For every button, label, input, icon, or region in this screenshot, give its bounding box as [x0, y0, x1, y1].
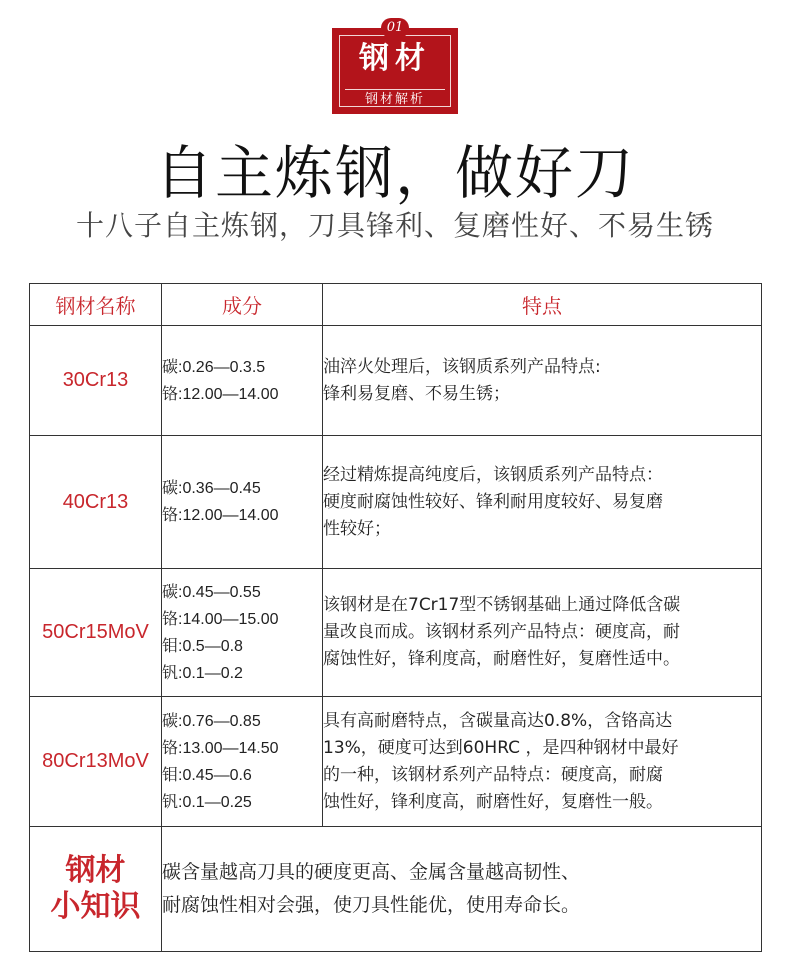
knowledge-title-line: 小知识: [50, 889, 141, 924]
steel-features: [323, 436, 762, 569]
steel-composition: [162, 326, 323, 436]
table-row: [30, 697, 762, 827]
knowledge-row: [30, 827, 762, 952]
composition-line: 铬:13.00—14.50: [162, 739, 279, 757]
composition-line: 钼:0.45—0.6: [162, 766, 252, 784]
page-headline: 自主炼钢，做好刀: [154, 139, 635, 207]
steel-name: 30Cr13: [30, 326, 162, 436]
table-row: [30, 569, 762, 697]
steel-features: [323, 326, 762, 436]
composition-line: 碳:0.76—0.85: [162, 712, 261, 730]
feature-line: 经过精炼提高纯度后，该钢质系列产品特点：: [323, 464, 663, 485]
steel-table: [29, 283, 762, 952]
header-features: 特点: [323, 284, 762, 326]
feature-line: 量改良而成。该钢材系列产品特点：硬度高，耐: [323, 622, 680, 642]
composition-line: 铬:12.00—14.00: [162, 385, 279, 403]
table-row: [30, 326, 762, 436]
feature-line: 性较好；: [323, 518, 391, 539]
feature-line: 腐蚀性好，锋利度高，耐磨性好，复磨性适中。: [323, 649, 680, 669]
composition-line: 钼:0.5—0.8: [162, 637, 243, 655]
feature-line: 该钢材是在7Cr17型不锈钢基础上通过降低含碳: [323, 595, 681, 615]
feature-line: 油淬火处理后，该钢质系列产品特点:: [323, 356, 601, 377]
page-subline: 十八子自主炼钢，刀具锋利、复磨性好、不易生锈: [75, 209, 714, 242]
knowledge-title-line: 钢材: [65, 853, 126, 888]
steel-composition: [162, 697, 323, 827]
composition-line: 钒:0.1—0.2: [162, 664, 243, 682]
knowledge-title: [30, 827, 162, 952]
header-composition: 成分: [162, 284, 323, 326]
steel-name: 80Cr13MoV: [30, 697, 162, 827]
steel-composition: [162, 436, 323, 569]
feature-line: 的一种，该钢材系列产品特点：硬度高，耐腐: [323, 764, 663, 785]
steel-seal-badge: [332, 20, 458, 114]
composition-line: 铬:12.00—14.00: [162, 507, 279, 524]
steel-features: [323, 697, 762, 827]
composition-line: 铬:14.00—15.00: [162, 610, 279, 628]
seal-subtitle: 钢材解析: [345, 89, 445, 109]
table-row: [30, 436, 762, 569]
steel-composition: [162, 569, 323, 697]
feature-line: 13%，硬度可达到60HRC ，是四种钢材中最好: [323, 737, 679, 758]
knowledge-line: 耐腐蚀性相对会强，使刀具性能优，使用寿命长。: [162, 894, 581, 916]
seal-number: 01: [381, 18, 409, 38]
feature-line: 硬度耐腐蚀性较好、锋利耐用度较好、易复磨: [323, 491, 663, 512]
composition-line: 碳:0.45—0.55: [162, 583, 261, 601]
knowledge-line: 碳含量越高刀具的硬度更高、金属含量越高韧性、: [162, 861, 581, 883]
feature-line: 锋利易复磨、不易生锈；: [323, 383, 510, 404]
feature-line: 蚀性好，锋利度高，耐磨性好，复磨性一般。: [323, 791, 663, 812]
knowledge-text: [162, 827, 762, 952]
steel-name: 50Cr15MoV: [30, 569, 162, 697]
header-steel-name: 钢材名称: [30, 284, 162, 326]
composition-line: 钒:0.1—0.25: [162, 793, 252, 811]
steel-features: [323, 569, 762, 697]
steel-name: 40Cr13: [30, 436, 162, 569]
composition-line: 碳:0.26—0.3.5: [162, 358, 266, 376]
table-header-row: [30, 284, 762, 326]
composition-line: 碳:0.36—0.45: [162, 480, 261, 497]
seal-title: 钢材: [359, 41, 431, 76]
feature-line: 具有高耐磨特点，含碳量高达0.8%，含铬高达: [323, 710, 673, 731]
